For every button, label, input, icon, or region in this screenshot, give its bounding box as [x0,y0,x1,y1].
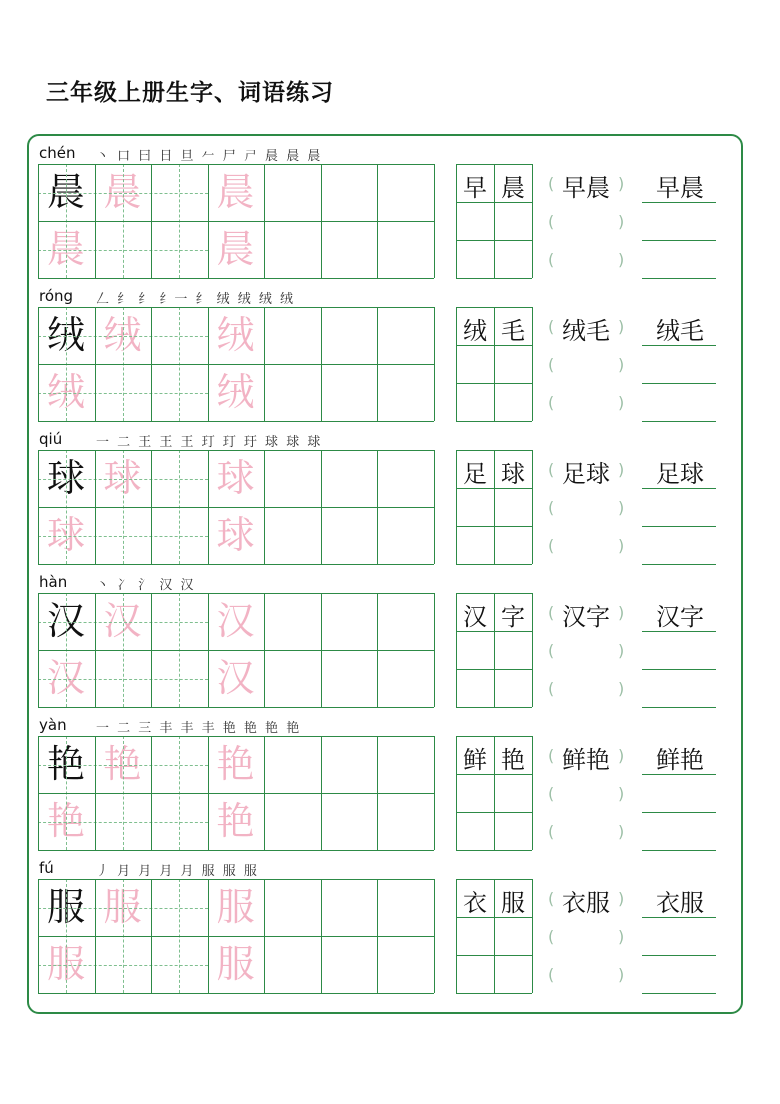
lined-column[interactable] [642,736,718,850]
lined-word: 早晨 [656,174,704,202]
writing-cell[interactable] [208,221,264,277]
trace-character: 艳 [103,742,142,786]
right-paren: ) [618,746,625,765]
right-paren: ) [618,355,625,374]
right-paren: ) [618,498,625,517]
bracketed-word: 汉字 [562,603,610,631]
left-paren: ( [548,317,555,336]
writing-cell[interactable] [321,593,377,649]
parenthesis-column[interactable] [548,307,624,421]
word-grid[interactable] [456,736,532,850]
stroke-order: 丶 口 曰 日 旦 𠂉 尸 𡰣 晨 晨 晨 [96,149,323,164]
word-grid[interactable] [456,593,532,707]
lined-column[interactable] [642,879,718,993]
trace-character: 绒 [216,370,255,414]
writing-cell[interactable] [321,879,377,935]
left-paren: ( [548,822,555,841]
trace-character: 绒 [103,313,142,357]
writing-cell[interactable] [377,307,433,363]
parenthesis-column[interactable] [548,164,624,278]
writing-cell[interactable] [264,364,320,420]
writing-cell[interactable] [377,507,433,563]
left-paren: ( [548,212,555,231]
writing-cell[interactable] [264,879,320,935]
writing-cell[interactable] [264,164,320,220]
word-character: 汉 [463,603,487,631]
stroke-order: 一 二 三 丰 丰 丰 艳 艳 艳 艳 [96,721,302,736]
writing-cell[interactable] [208,450,264,506]
lined-word: 足球 [656,460,704,488]
practice-row [0,144,780,292]
trace-character: 服 [103,885,142,929]
lined-column[interactable] [642,450,718,564]
bracketed-word: 绒毛 [562,317,610,345]
lined-word: 鲜艳 [656,746,704,774]
trace-character: 汉 [46,656,85,700]
pinyin-label: qiú [39,430,63,448]
left-paren: ( [548,393,555,412]
word-character: 球 [501,460,525,488]
pinyin-label: fú [39,859,54,877]
writing-cell[interactable] [377,879,433,935]
pinyin-label: yàn [39,716,67,734]
bracketed-word: 早晨 [562,174,610,202]
writing-cell[interactable] [377,164,433,220]
writing-cell[interactable] [208,164,264,220]
trace-character: 晨 [46,227,85,271]
writing-cell[interactable] [264,507,320,563]
lined-column[interactable] [642,307,718,421]
word-character: 绒 [463,317,487,345]
writing-cell[interactable] [264,650,320,706]
right-paren: ) [618,603,625,622]
bracketed-word: 衣服 [562,889,610,917]
pinyin-label: hàn [39,573,68,591]
writing-cell[interactable] [321,450,377,506]
trace-character: 球 [216,513,255,557]
model-character: 艳 [46,742,85,786]
writing-cell[interactable] [208,593,264,649]
right-paren: ) [618,317,625,336]
writing-cell[interactable] [208,364,264,420]
writing-cell[interactable] [208,507,264,563]
word-character: 服 [501,889,525,917]
word-grid[interactable] [456,450,532,564]
right-paren: ) [618,965,625,984]
practice-row [0,287,780,435]
writing-cell[interactable] [321,164,377,220]
writing-cell[interactable] [377,736,433,792]
model-character: 晨 [46,170,85,214]
writing-grid[interactable] [38,736,434,850]
trace-character: 绒 [46,370,85,414]
trace-character: 汉 [216,656,255,700]
left-paren: ( [548,536,555,555]
lined-word: 衣服 [656,889,704,917]
right-paren: ) [618,784,625,803]
trace-character: 球 [103,456,142,500]
trace-character: 艳 [216,742,255,786]
right-paren: ) [618,927,625,946]
writing-cell[interactable] [321,364,377,420]
lined-column[interactable] [642,593,718,707]
left-paren: ( [548,889,555,908]
writing-cell[interactable] [264,936,320,992]
writing-cell[interactable] [264,221,320,277]
word-character: 字 [501,603,525,631]
model-character: 服 [46,885,85,929]
left-paren: ( [548,746,555,765]
left-paren: ( [548,641,555,660]
lined-column[interactable] [642,164,718,278]
writing-cell[interactable] [208,736,264,792]
trace-character: 晨 [216,227,255,271]
trace-character: 服 [216,942,255,986]
writing-cell[interactable] [377,221,433,277]
left-paren: ( [548,965,555,984]
parenthesis-column[interactable] [548,736,624,850]
pinyin-label: róng [39,287,74,305]
writing-cell[interactable] [321,221,377,277]
trace-character: 艳 [216,799,255,843]
writing-cell[interactable] [377,936,433,992]
trace-character: 艳 [46,799,85,843]
trace-character: 服 [46,942,85,986]
parenthesis-column[interactable] [548,879,624,993]
practice-row [0,716,780,864]
word-character: 足 [463,460,487,488]
writing-cell[interactable] [208,936,264,992]
right-paren: ) [618,212,625,231]
lined-word: 绒毛 [656,317,704,345]
writing-cell[interactable] [264,736,320,792]
right-paren: ) [618,679,625,698]
trace-character: 球 [46,513,85,557]
writing-grid[interactable] [38,164,434,278]
left-paren: ( [548,927,555,946]
trace-character: 汉 [216,599,255,643]
writing-cell[interactable] [321,307,377,363]
word-grid[interactable] [456,307,532,421]
lined-word: 汉字 [656,603,704,631]
trace-character: 晨 [103,170,142,214]
writing-cell[interactable] [264,307,320,363]
trace-character: 汉 [103,599,142,643]
model-character: 绒 [46,313,85,357]
bracketed-word: 足球 [562,460,610,488]
right-paren: ) [618,641,625,660]
page-title: 三年级上册生字、词语练习 [46,80,334,106]
trace-character: 服 [216,885,255,929]
word-grid[interactable] [456,879,532,993]
writing-cell[interactable] [377,364,433,420]
writing-cell[interactable] [321,507,377,563]
practice-row [0,859,780,1007]
writing-cell[interactable] [208,793,264,849]
writing-cell[interactable] [321,736,377,792]
right-paren: ) [618,250,625,269]
writing-cell[interactable] [377,793,433,849]
right-paren: ) [618,889,625,908]
writing-grid[interactable] [38,450,434,564]
word-character: 毛 [501,317,525,345]
word-character: 艳 [501,746,525,774]
left-paren: ( [548,460,555,479]
writing-cell[interactable] [377,450,433,506]
word-grid[interactable] [456,164,532,278]
word-character: 晨 [501,174,525,202]
practice-row [0,573,780,721]
writing-cell[interactable] [377,650,433,706]
model-character: 球 [46,456,85,500]
writing-cell[interactable] [208,650,264,706]
model-character: 汉 [46,599,85,643]
right-paren: ) [618,393,625,412]
pinyin-label: chén [39,144,76,162]
right-paren: ) [618,174,625,193]
stroke-order: 𠃋 纟 纟 纟一 纟 绒 绒 绒 绒 [96,292,296,307]
writing-cell[interactable] [321,936,377,992]
writing-cell[interactable] [321,793,377,849]
left-paren: ( [548,355,555,374]
stroke-order: 丶 冫 氵 汉 汉 [96,578,196,593]
writing-cell[interactable] [264,450,320,506]
bracketed-word: 鲜艳 [562,746,610,774]
stroke-order: 一 二 王 王 王 玎 玎 玗 球 球 球 [96,435,323,450]
left-paren: ( [548,498,555,517]
left-paren: ( [548,174,555,193]
stroke-order: 丿 月 月 月 月 服 服 服 [96,864,259,879]
left-paren: ( [548,250,555,269]
left-paren: ( [548,603,555,622]
practice-row [0,430,780,578]
parenthesis-column[interactable] [548,450,624,564]
writing-cell[interactable] [264,793,320,849]
writing-cell[interactable] [321,650,377,706]
trace-character: 晨 [216,170,255,214]
trace-character: 球 [216,456,255,500]
right-paren: ) [618,460,625,479]
parenthesis-column[interactable] [548,593,624,707]
writing-grid[interactable] [38,593,434,707]
right-paren: ) [618,536,625,555]
writing-cell[interactable] [208,307,264,363]
trace-character: 绒 [216,313,255,357]
writing-grid[interactable] [38,307,434,421]
writing-grid[interactable] [38,879,434,993]
word-character: 衣 [463,889,487,917]
writing-cell[interactable] [208,879,264,935]
writing-cell[interactable] [377,593,433,649]
word-character: 鲜 [463,746,487,774]
left-paren: ( [548,784,555,803]
writing-cell[interactable] [264,593,320,649]
left-paren: ( [548,679,555,698]
right-paren: ) [618,822,625,841]
word-character: 早 [463,174,487,202]
